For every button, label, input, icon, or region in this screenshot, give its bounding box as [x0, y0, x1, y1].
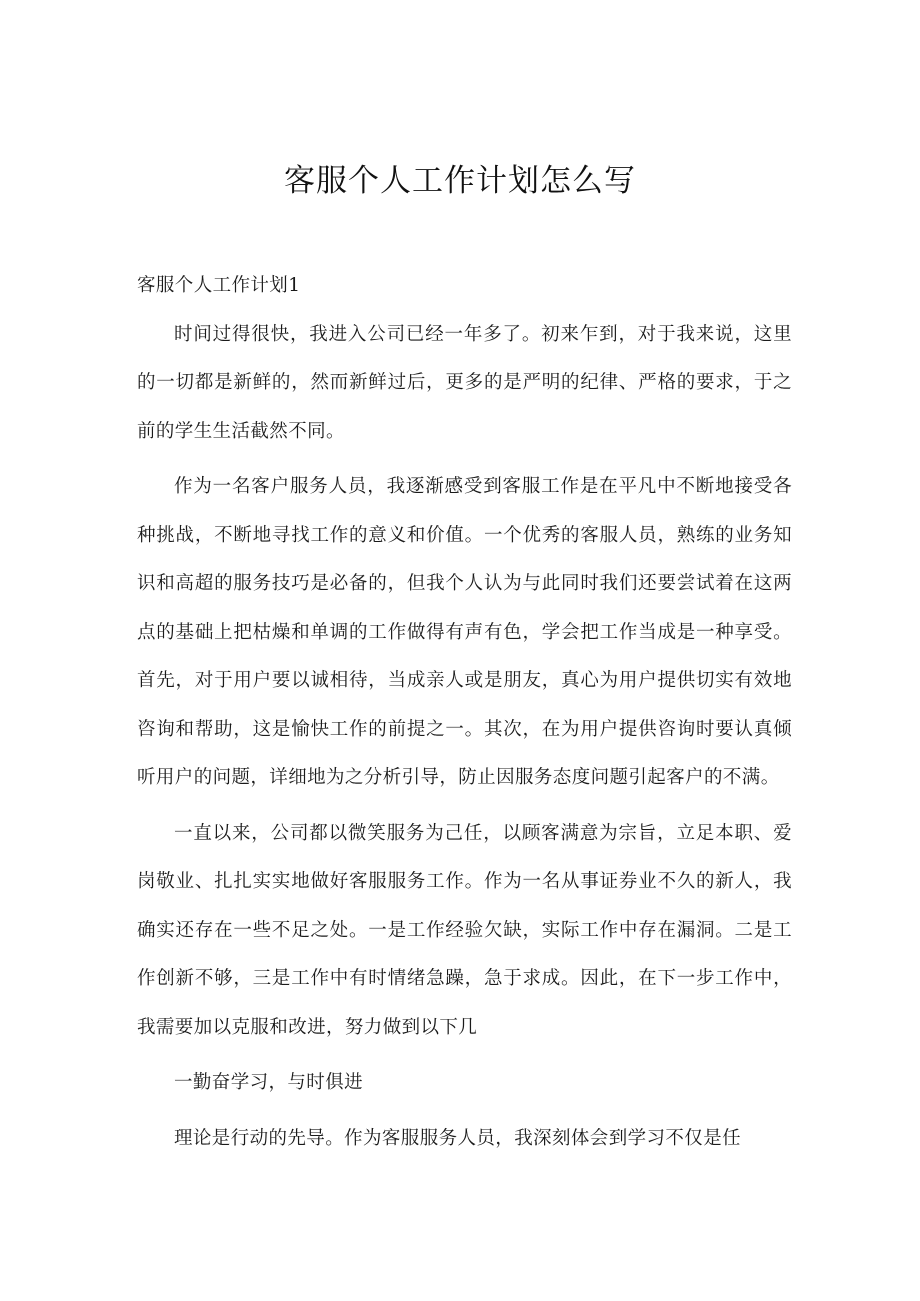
document-title: 客服个人工作计划怎么写: [284, 163, 636, 199]
sub-heading-study: 一勤奋学习，与时俱进: [174, 1072, 364, 1093]
paragraph-2: 作为一名客户服务人员，我逐渐感受到客服工作是在平凡中不断地接受各种挑战，不断地寻找工作的意义和价值。一个优秀的客服人员，熟练的业务知识和高超的服务技巧是必备的，但我个人认为与此同时我们还要尝试着在这两点的基础上把枯燥和单调的工作做得有声有色，学会把工作当成是一种享受。首先，对于用户要以诚相待，当成亲人或是朋友，真心为用户提供切实有效地咨询和帮助，这是愉快工作的前提之一。其次，在为用户提供咨询时要认真倾听用户的问题，详细地为之分析引导，防止因服务态度问题引起客户的不满。: [137, 476, 792, 788]
paragraph-3: 一直以来，公司都以微笑服务为己任，以顾客满意为宗旨，立足本职、爱岗敬业、扎扎实实地做好客服服务工作。作为一名从事证券业不久的新人，我确实还存在一些不足之处。一是工作经验欠缺，实际工作中存在漏洞。二是工作创新不够，三是工作中有时情绪急躁，急于求成。因此，在下一步工作中，我需要加以克服和改进，努力做到以下几: [137, 822, 792, 1038]
document-body: [137, 262, 792, 1170]
paragraph-4: 理论是行动的先导。作为客服服务人员，我深刻体会到学习不仅是任: [174, 1127, 742, 1149]
section-heading: 客服个人工作计划1: [137, 275, 301, 296]
paragraph-1: 时间过得很快，我进入公司已经一年多了。初来乍到，对于我来说，这里的一切都是新鲜的，然而新鲜过后，更多的是严明的纪律、严格的要求，于之前的学生生活截然不同。: [137, 323, 792, 442]
